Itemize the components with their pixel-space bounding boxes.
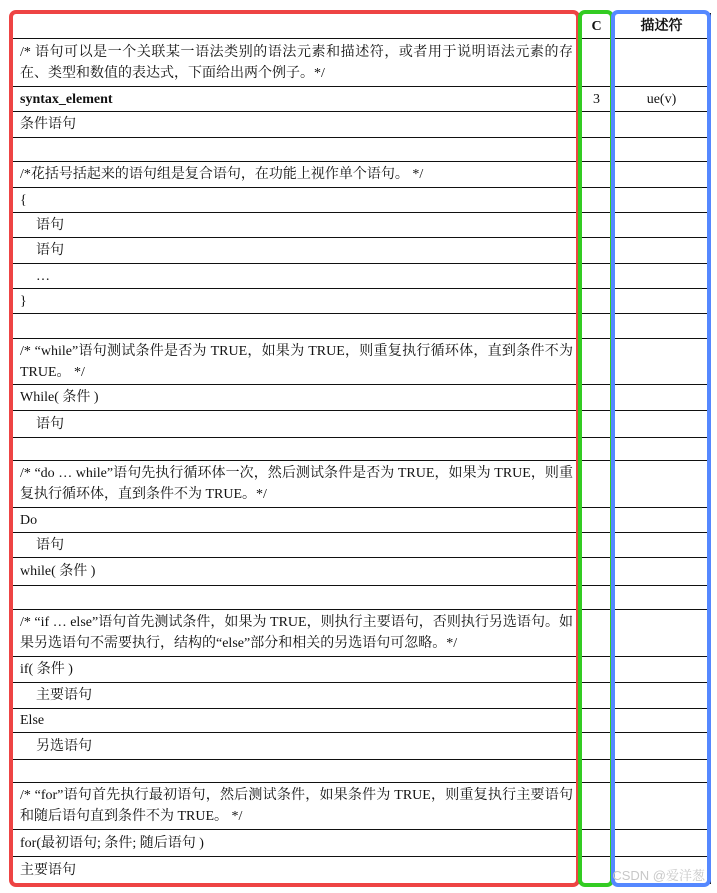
syntax-text: /* “while”语句测试条件是否为 TRUE，如果为 TRUE，则重复执行循环体，直到条件不为 TRUE。 */: [20, 343, 573, 380]
c-cell: 3: [581, 87, 613, 112]
table-row: [13, 339, 711, 385]
descriptor-cell: [613, 314, 711, 339]
descriptor-cell: [613, 586, 711, 610]
descriptor-cell: [613, 709, 711, 733]
syntax-cell: [13, 411, 581, 438]
syntax-text: /*花括号括起来的语句组是复合语句，在功能上视作单个语句。 */: [20, 167, 424, 182]
c-cell: [581, 385, 613, 411]
table-row: [13, 289, 711, 314]
table-row: [13, 783, 711, 830]
syntax-cell: [13, 112, 581, 138]
syntax-cell: [13, 709, 581, 733]
syntax-cell: [13, 138, 581, 162]
c-cell: [581, 314, 613, 339]
syntax-text: for(最初语句; 条件; 随后语句 ): [20, 835, 204, 851]
syntax-cell: [13, 586, 581, 610]
syntax-text: /* “for”语句首先执行最初语句，然后测试条件，如果条件为 TRUE，则重复执行主要语句和随后语句直到条件不为 TRUE。 */: [20, 788, 573, 824]
table-row: [13, 733, 711, 760]
descriptor-cell: [613, 213, 711, 238]
table-row: [13, 138, 711, 162]
syntax-cell: [13, 314, 581, 339]
c-cell: [581, 461, 613, 508]
syntax-cell: [13, 339, 581, 385]
syntax-cell: [13, 508, 581, 533]
c-cell: [581, 783, 613, 830]
table-row: [13, 709, 711, 733]
syntax-cell: [13, 87, 581, 112]
c-cell: [581, 438, 613, 461]
table-row: [13, 213, 711, 238]
table-row: [13, 411, 711, 438]
descriptor-cell: [613, 558, 711, 586]
syntax-text: while( 条件 ): [20, 564, 96, 579]
syntax-text: 主要语句: [36, 688, 92, 703]
c-cell: [581, 733, 613, 760]
table-row: [13, 830, 711, 857]
descriptor-cell: [613, 339, 711, 385]
descriptor-cell: [613, 830, 711, 857]
table-row: [13, 558, 711, 586]
c-cell: [581, 533, 613, 558]
syntax-cell: [13, 760, 581, 783]
c-cell: [581, 411, 613, 438]
syntax-text: syntax_element: [20, 91, 113, 107]
descriptor-cell: ue(v): [613, 87, 711, 112]
syntax-cell: [13, 39, 581, 87]
c-cell: [581, 830, 613, 857]
syntax-cell: [13, 385, 581, 411]
table-row: [13, 264, 711, 289]
syntax-text: 主要语句: [20, 862, 76, 878]
syntax-cell: [13, 438, 581, 461]
syntax-text: 语句: [36, 243, 64, 258]
c-cell: [581, 213, 613, 238]
syntax-text: /* “if … else”语句首先测试条件，如果为 TRUE，则执行主要语句，否则执行另选语句。如果另选语句不需要执行，结构的“else”部分和相关的另选语句可忽略。*/: [20, 615, 573, 651]
watermark: CSDN @爱洋葱: [612, 868, 705, 883]
table-row: [13, 533, 711, 558]
syntax-cell: [13, 733, 581, 760]
descriptor-cell: [613, 112, 711, 138]
descriptor-cell: [613, 188, 711, 213]
descriptor-cell: [613, 138, 711, 162]
table-row: [13, 760, 711, 783]
descriptor-cell: [613, 760, 711, 783]
c-cell: [581, 188, 613, 213]
syntax-cell: [13, 533, 581, 558]
descriptor-cell: [613, 783, 711, 830]
syntax-table: [12, 13, 711, 884]
descriptor-cell: [613, 411, 711, 438]
syntax-text: While( 条件 ): [20, 390, 99, 405]
syntax-text: Do: [20, 512, 38, 528]
descriptor-cell: [613, 733, 711, 760]
c-cell: [581, 657, 613, 683]
table-row: [13, 39, 711, 87]
descriptor-cell: [613, 264, 711, 289]
table-row: [13, 87, 711, 112]
descriptor-cell: [613, 657, 711, 683]
table-row: [13, 162, 711, 188]
table-row: [13, 857, 711, 884]
descriptor-cell: [613, 39, 711, 87]
c-cell: [581, 610, 613, 657]
c-cell: [581, 238, 613, 264]
c-cell: [581, 289, 613, 314]
syntax-text: {: [20, 192, 27, 208]
c-cell: [581, 138, 613, 162]
c-cell: [581, 709, 613, 733]
header-c: C: [581, 14, 613, 39]
c-cell: [581, 339, 613, 385]
syntax-text: }: [20, 293, 27, 309]
c-cell: [581, 264, 613, 289]
table-row: [13, 385, 711, 411]
descriptor-cell: [613, 610, 711, 657]
c-cell: [581, 39, 613, 87]
c-cell: [581, 683, 613, 709]
syntax-cell: [13, 857, 581, 884]
table-row: [13, 314, 711, 339]
syntax-cell: [13, 610, 581, 657]
table-row: [13, 438, 711, 461]
c-cell: [581, 558, 613, 586]
syntax-text: /* “do … while”语句先执行循环体一次，然后测试条件是否为 TRUE，如果为 TRUE，则重复执行循环体，直到条件不为 TRUE。*/: [20, 466, 573, 502]
table-row: [13, 683, 711, 709]
descriptor-cell: [613, 385, 711, 411]
syntax-cell: [13, 683, 581, 709]
descriptor-cell: [613, 533, 711, 558]
table-row: [13, 657, 711, 683]
descriptor-cell: [613, 461, 711, 508]
c-cell: [581, 112, 613, 138]
descriptor-cell: [613, 438, 711, 461]
header-syntax: [13, 14, 581, 39]
syntax-cell: [13, 162, 581, 188]
syntax-text: 条件语句: [20, 117, 76, 132]
syntax-cell: [13, 213, 581, 238]
syntax-text: 另选语句: [36, 738, 92, 754]
syntax-cell: [13, 238, 581, 264]
c-cell: [581, 162, 613, 188]
syntax-cell: [13, 830, 581, 857]
table-row: [13, 238, 711, 264]
syntax-text: /* 语句可以是一个关联某一语法类别的语法元素和描述符，或者用于说明语法元素的存在、类型和数值的表达式，下面给出两个例子。*/: [20, 44, 573, 81]
syntax-text: if( 条件 ): [20, 662, 73, 677]
descriptor-cell: [613, 289, 711, 314]
descriptor-cell: [613, 683, 711, 709]
syntax-text: Else: [20, 713, 45, 728]
syntax-cell: [13, 264, 581, 289]
descriptor-cell: [613, 238, 711, 264]
table-row: [13, 586, 711, 610]
syntax-cell: [13, 783, 581, 830]
syntax-cell: [13, 188, 581, 213]
syntax-cell: [13, 289, 581, 314]
table-row: [13, 188, 711, 213]
table-header-row: [13, 14, 711, 39]
syntax-text: 语句: [36, 217, 64, 233]
syntax-text: 语句: [36, 416, 64, 432]
table-row: [13, 461, 711, 508]
table-row: [13, 610, 711, 657]
table-row: [13, 508, 711, 533]
table-row: [13, 112, 711, 138]
syntax-text: …: [36, 268, 50, 284]
syntax-text: 语句: [36, 537, 64, 553]
syntax-cell: [13, 657, 581, 683]
syntax-cell: [13, 558, 581, 586]
descriptor-cell: [613, 162, 711, 188]
header-descriptor: 描述符: [613, 14, 711, 39]
c-cell: [581, 760, 613, 783]
descriptor-cell: [613, 508, 711, 533]
syntax-cell: [13, 461, 581, 508]
c-cell: [581, 857, 613, 884]
c-cell: [581, 586, 613, 610]
c-cell: [581, 508, 613, 533]
